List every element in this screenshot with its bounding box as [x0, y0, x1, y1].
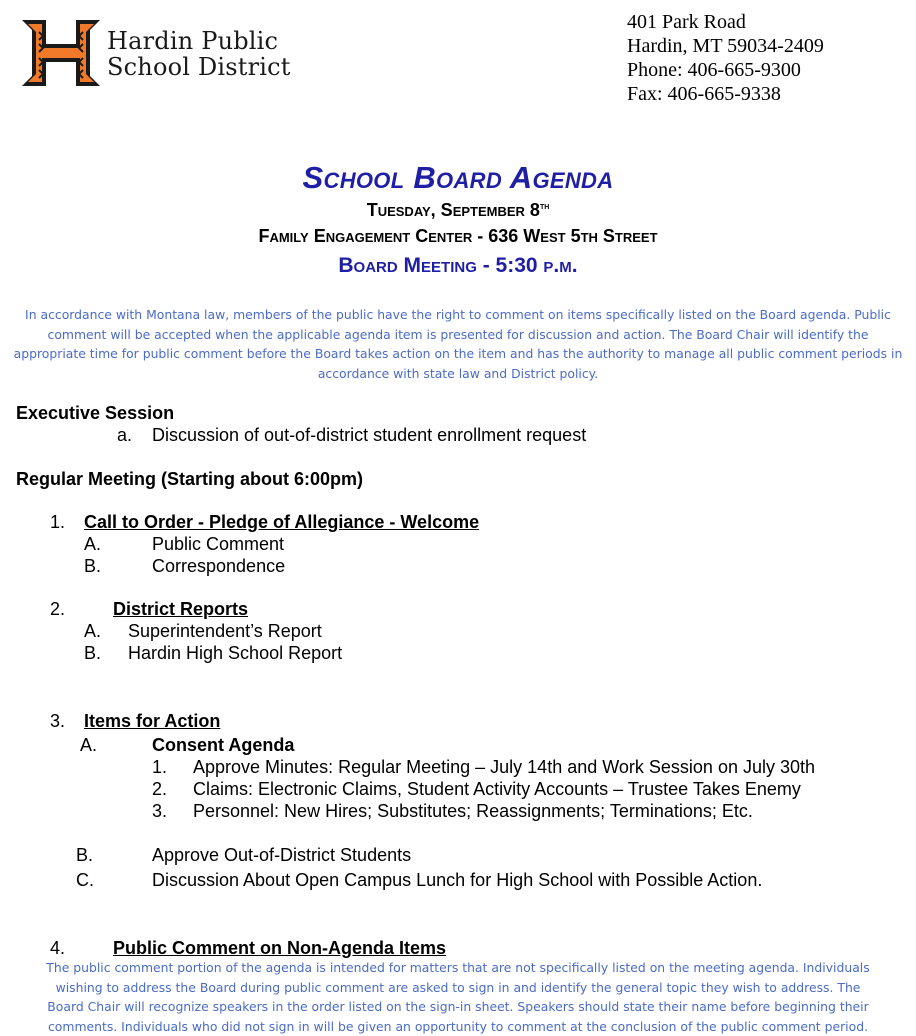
executive-item-text: Discussion of out-of-district student enrollment request: [152, 425, 587, 445]
district-name-line2: School District: [107, 53, 291, 81]
section-3-item-c-marker: C.: [76, 870, 94, 890]
meeting-date-text: Tuesday, September 8: [366, 200, 540, 220]
district-address: [627, 10, 824, 106]
meeting-time: Board Meeting - 5:30 p.m.: [338, 254, 578, 277]
section-1-heading: Call to Order - Pledge of Allegiance - Welcome: [84, 512, 480, 532]
non-agenda-comment-notice: The public comment portion of the agenda is intended for matters that are not specifically listed on the meeting agenda. Individuals wishing to address the Board during public comment are asked to sign in and identify the general topic they wish to address. The Board Chair will recognize speakers in the order listed on the sign-in sheet. Speakers should state their name before beginning their comments. Individuals who did not sign in will be given an opportunity to comment at the conclusion of the public comment period.: [46, 960, 870, 1034]
meeting-date: [0, 200, 916, 221]
executive-item-marker: a.: [117, 425, 133, 445]
consent-item-2-marker: 2.: [152, 779, 168, 799]
executive-session-heading: Executive Session: [16, 403, 175, 423]
regular-meeting-heading: Regular Meeting (Starting about 6:00pm): [16, 469, 364, 489]
section-2-item-a-text: Superintendent’s Report: [128, 621, 322, 641]
section-1-item-b-marker: B.: [84, 556, 102, 576]
section-3-item-c-text: Discussion About Open Campus Lunch for High School with Possible Action.: [152, 870, 763, 890]
consent-agenda-heading: Consent Agenda: [152, 735, 295, 755]
public-comment-notice: In accordance with Montana law, members of the public have the right to comment on items specifically listed on the Board agenda. Public comment will be accepted when the applicable agenda item is presented for discussion and action. The Board Chair will identify the appropriate time for public comment before the Board takes action on the item and has the authority to manage all public comment periods in accordance with state law and District policy.: [13, 307, 903, 381]
section-4-number: 4.: [50, 938, 66, 958]
meeting-location: Family Engagement Center - 636 West 5th Street: [258, 226, 658, 246]
section-2-item-b-text: Hardin High School Report: [128, 643, 343, 663]
section-3-number: 3.: [50, 711, 66, 731]
address-street: 401 Park Road: [627, 11, 746, 33]
district-name-line1: Hardin Public: [107, 27, 279, 55]
section-3-heading: Items for Action: [84, 711, 221, 731]
consent-item-1-marker: 1.: [152, 757, 168, 777]
consent-item-3-marker: 3.: [152, 801, 168, 821]
section-4-heading: Public Comment on Non-Agenda Items: [113, 938, 447, 958]
consent-item-2-text: Claims: Electronic Claims, Student Activity Accounts – Trustee Takes Enemy: [193, 779, 801, 799]
section-2-item-b-marker: B.: [84, 643, 102, 663]
address-fax: Fax: 406-665-9338: [627, 83, 781, 105]
section-2-item-a-marker: A.: [84, 621, 102, 641]
district-logo-h: [20, 18, 102, 88]
consent-item-3-text: Personnel: New Hires; Substitutes; Reassignments; Terminations; Etc.: [193, 801, 753, 821]
address-phone: Phone: 406-665-9300: [627, 59, 801, 81]
section-1-item-a-text: Public Comment: [152, 534, 285, 554]
agenda-title: School Board Agenda: [302, 160, 614, 195]
meeting-date-suffix: th: [539, 201, 550, 212]
section-2-number: 2.: [50, 599, 66, 619]
section-1-item-a-marker: A.: [84, 534, 102, 554]
section-1-number: 1.: [50, 512, 66, 532]
section-3-item-a-marker: A.: [80, 735, 98, 755]
district-name: [107, 28, 291, 80]
address-city: Hardin, MT 59034-2409: [627, 35, 824, 57]
section-3-item-b-marker: B.: [76, 845, 94, 865]
section-3-item-b-text: Approve Out-of-District Students: [152, 845, 412, 865]
consent-item-1-text: Approve Minutes: Regular Meeting – July 14th and Work Session on July 30th: [193, 757, 816, 777]
section-1-item-b-text: Correspondence: [152, 556, 286, 576]
section-2-heading: District Reports: [113, 599, 249, 619]
